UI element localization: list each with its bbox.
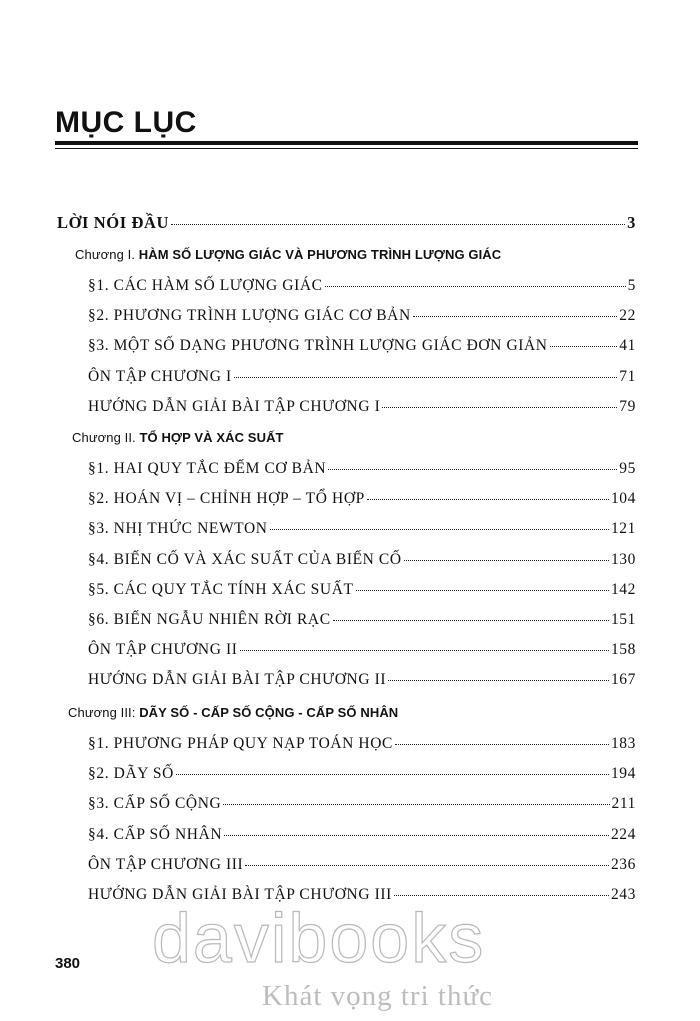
toc-dot-leader bbox=[234, 376, 618, 378]
toc-dot-leader bbox=[394, 894, 609, 896]
toc-dot-leader bbox=[270, 528, 609, 530]
toc-dot-leader bbox=[245, 864, 609, 866]
title-rule-thin bbox=[55, 148, 638, 149]
toc-entry-label: §1. PHƯƠNG PHÁP QUY NẠP TOÁN HỌC bbox=[88, 735, 393, 752]
toc-entry-page: 41 bbox=[619, 337, 636, 354]
toc-entry bbox=[88, 337, 636, 355]
toc-entry bbox=[88, 671, 636, 689]
toc-dot-leader bbox=[176, 773, 609, 775]
toc-dot-leader bbox=[413, 315, 618, 317]
toc-entry-label: HƯỚNG DẪN GIẢI BÀI TẬP CHƯƠNG III bbox=[88, 886, 392, 903]
toc-dot-leader bbox=[382, 406, 617, 408]
toc-entry-page: 167 bbox=[610, 671, 636, 688]
toc-entry bbox=[88, 368, 636, 386]
toc-entry-label: §3. CẤP SỐ CỘNG bbox=[88, 795, 222, 812]
toc-entry bbox=[88, 581, 636, 599]
watermark-slogan: Khát vọng tri thức bbox=[262, 980, 494, 1012]
toc-dot-leader bbox=[328, 468, 617, 470]
toc-entry bbox=[88, 277, 636, 295]
page-title: MỤC LỤC bbox=[55, 106, 197, 139]
title-rule-thick bbox=[55, 141, 638, 145]
toc-dot-leader bbox=[367, 498, 609, 500]
toc-dot-leader bbox=[550, 345, 618, 347]
chapter-prefix: Chương III: bbox=[68, 705, 136, 720]
toc-entry-label: §5. CÁC QUY TẮC TÍNH XÁC SUẤT bbox=[88, 581, 354, 598]
toc-entry-page: 151 bbox=[610, 611, 636, 628]
toc-entry-label: ÔN TẬP CHƯƠNG II bbox=[88, 641, 238, 658]
toc-entry-page: 3 bbox=[627, 213, 636, 232]
toc-dot-leader bbox=[171, 223, 625, 225]
toc-dot-leader bbox=[356, 589, 609, 591]
toc-entry-label: §2. HOÁN VỊ – CHỈNH HỢP – TỔ HỢP bbox=[88, 490, 365, 507]
toc-dot-leader bbox=[395, 743, 609, 745]
toc-entry-page: 158 bbox=[610, 641, 636, 658]
toc-entry-label: HƯỚNG DẪN GIẢI BÀI TẬP CHƯƠNG I bbox=[88, 398, 381, 415]
toc-entry bbox=[88, 460, 636, 478]
toc-entry-label: LỜI NÓI ĐẦU bbox=[57, 213, 170, 232]
chapter-title: HÀM SỐ LƯỢNG GIÁC VÀ PHƯƠNG TRÌNH LƯỢNG GIÁC bbox=[138, 247, 502, 262]
chapter-heading bbox=[72, 430, 284, 445]
toc-entry bbox=[88, 520, 636, 538]
toc-entry-label: HƯỚNG DẪN GIẢI BÀI TẬP CHƯƠNG II bbox=[88, 671, 387, 688]
toc-entry bbox=[88, 826, 636, 844]
toc-entry-page: 121 bbox=[610, 520, 636, 537]
toc-entry-page: 183 bbox=[610, 735, 636, 752]
toc-entry-page: 5 bbox=[627, 277, 636, 294]
toc-entry bbox=[88, 398, 636, 416]
toc-entry-label: §2. DÃY SỐ bbox=[88, 765, 174, 782]
chapter-heading bbox=[68, 705, 398, 720]
toc-entry bbox=[88, 551, 636, 569]
toc-entry-label: §1. HAI QUY TẮC ĐẾM CƠ BẢN bbox=[88, 460, 327, 477]
toc-entry bbox=[88, 765, 636, 783]
toc-entry-page: 71 bbox=[619, 368, 636, 385]
toc-entry bbox=[88, 735, 636, 753]
toc-entry-page: 95 bbox=[619, 460, 636, 477]
toc-entry-label: §3. NHỊ THỨC NEWTON bbox=[88, 520, 268, 537]
toc-entry-label: §3. MỘT SỐ DẠNG PHƯƠNG TRÌNH LƯỢNG GIÁC ĐƠN GIẢN bbox=[88, 337, 548, 354]
toc-entry-label: §2. PHƯƠNG TRÌNH LƯỢNG GIÁC CƠ BẢN bbox=[88, 307, 411, 324]
toc-entry-page: 130 bbox=[610, 551, 636, 568]
chapter-title: TỔ HỢP VÀ XÁC SUẤT bbox=[139, 430, 284, 445]
toc-entry bbox=[88, 490, 636, 508]
page-number: 380 bbox=[55, 955, 81, 972]
toc-entry-label: §4. CẤP SỐ NHÂN bbox=[88, 826, 223, 843]
toc-entry-label: ÔN TẬP CHƯƠNG III bbox=[88, 856, 244, 873]
toc-entry bbox=[88, 307, 636, 325]
watermark-logo: davibooks bbox=[152, 899, 486, 977]
toc-entry-page: 142 bbox=[610, 581, 636, 598]
toc-entry bbox=[88, 611, 636, 629]
toc-dot-leader bbox=[404, 559, 609, 561]
toc-entry-label: ÔN TẬP CHƯƠNG I bbox=[88, 368, 232, 385]
toc-dot-leader bbox=[223, 803, 609, 805]
toc-dot-leader bbox=[240, 649, 609, 651]
toc-entry-page: 243 bbox=[610, 886, 636, 903]
toc-dot-leader bbox=[388, 679, 609, 681]
toc-dot-leader bbox=[224, 834, 609, 836]
toc-entry-page: 211 bbox=[611, 795, 636, 812]
toc-entry-label: §6. BIẾN NGẪU NHIÊN RỜI RẠC bbox=[88, 611, 331, 628]
toc-entry bbox=[88, 641, 636, 659]
chapter-title: DÃY SỐ - CẤP SỐ CỘNG - CẤP SỐ NHÂN bbox=[139, 705, 399, 720]
toc-entry-page: 22 bbox=[619, 307, 636, 324]
toc-entry-page: 104 bbox=[610, 490, 636, 507]
toc-entry bbox=[88, 856, 636, 874]
toc-preface-entry bbox=[57, 213, 636, 233]
toc-entry-page: 79 bbox=[619, 398, 636, 415]
toc-dot-leader bbox=[325, 285, 626, 287]
toc-entry bbox=[88, 795, 636, 813]
toc-entry-label: §4. BIẾN CỐ VÀ XÁC SUẤT CỦA BIẾN CỐ bbox=[88, 551, 402, 568]
chapter-prefix: Chương I. bbox=[75, 247, 136, 262]
toc-entry-label: §1. CÁC HÀM SỐ LƯỢNG GIÁC bbox=[88, 277, 323, 294]
toc-entry-page: 194 bbox=[610, 765, 636, 782]
toc-dot-leader bbox=[333, 619, 609, 621]
chapter-prefix: Chương II. bbox=[72, 430, 136, 445]
chapter-heading bbox=[75, 247, 501, 262]
toc-entry-page: 224 bbox=[610, 826, 636, 843]
toc-entry-page: 236 bbox=[610, 856, 636, 873]
